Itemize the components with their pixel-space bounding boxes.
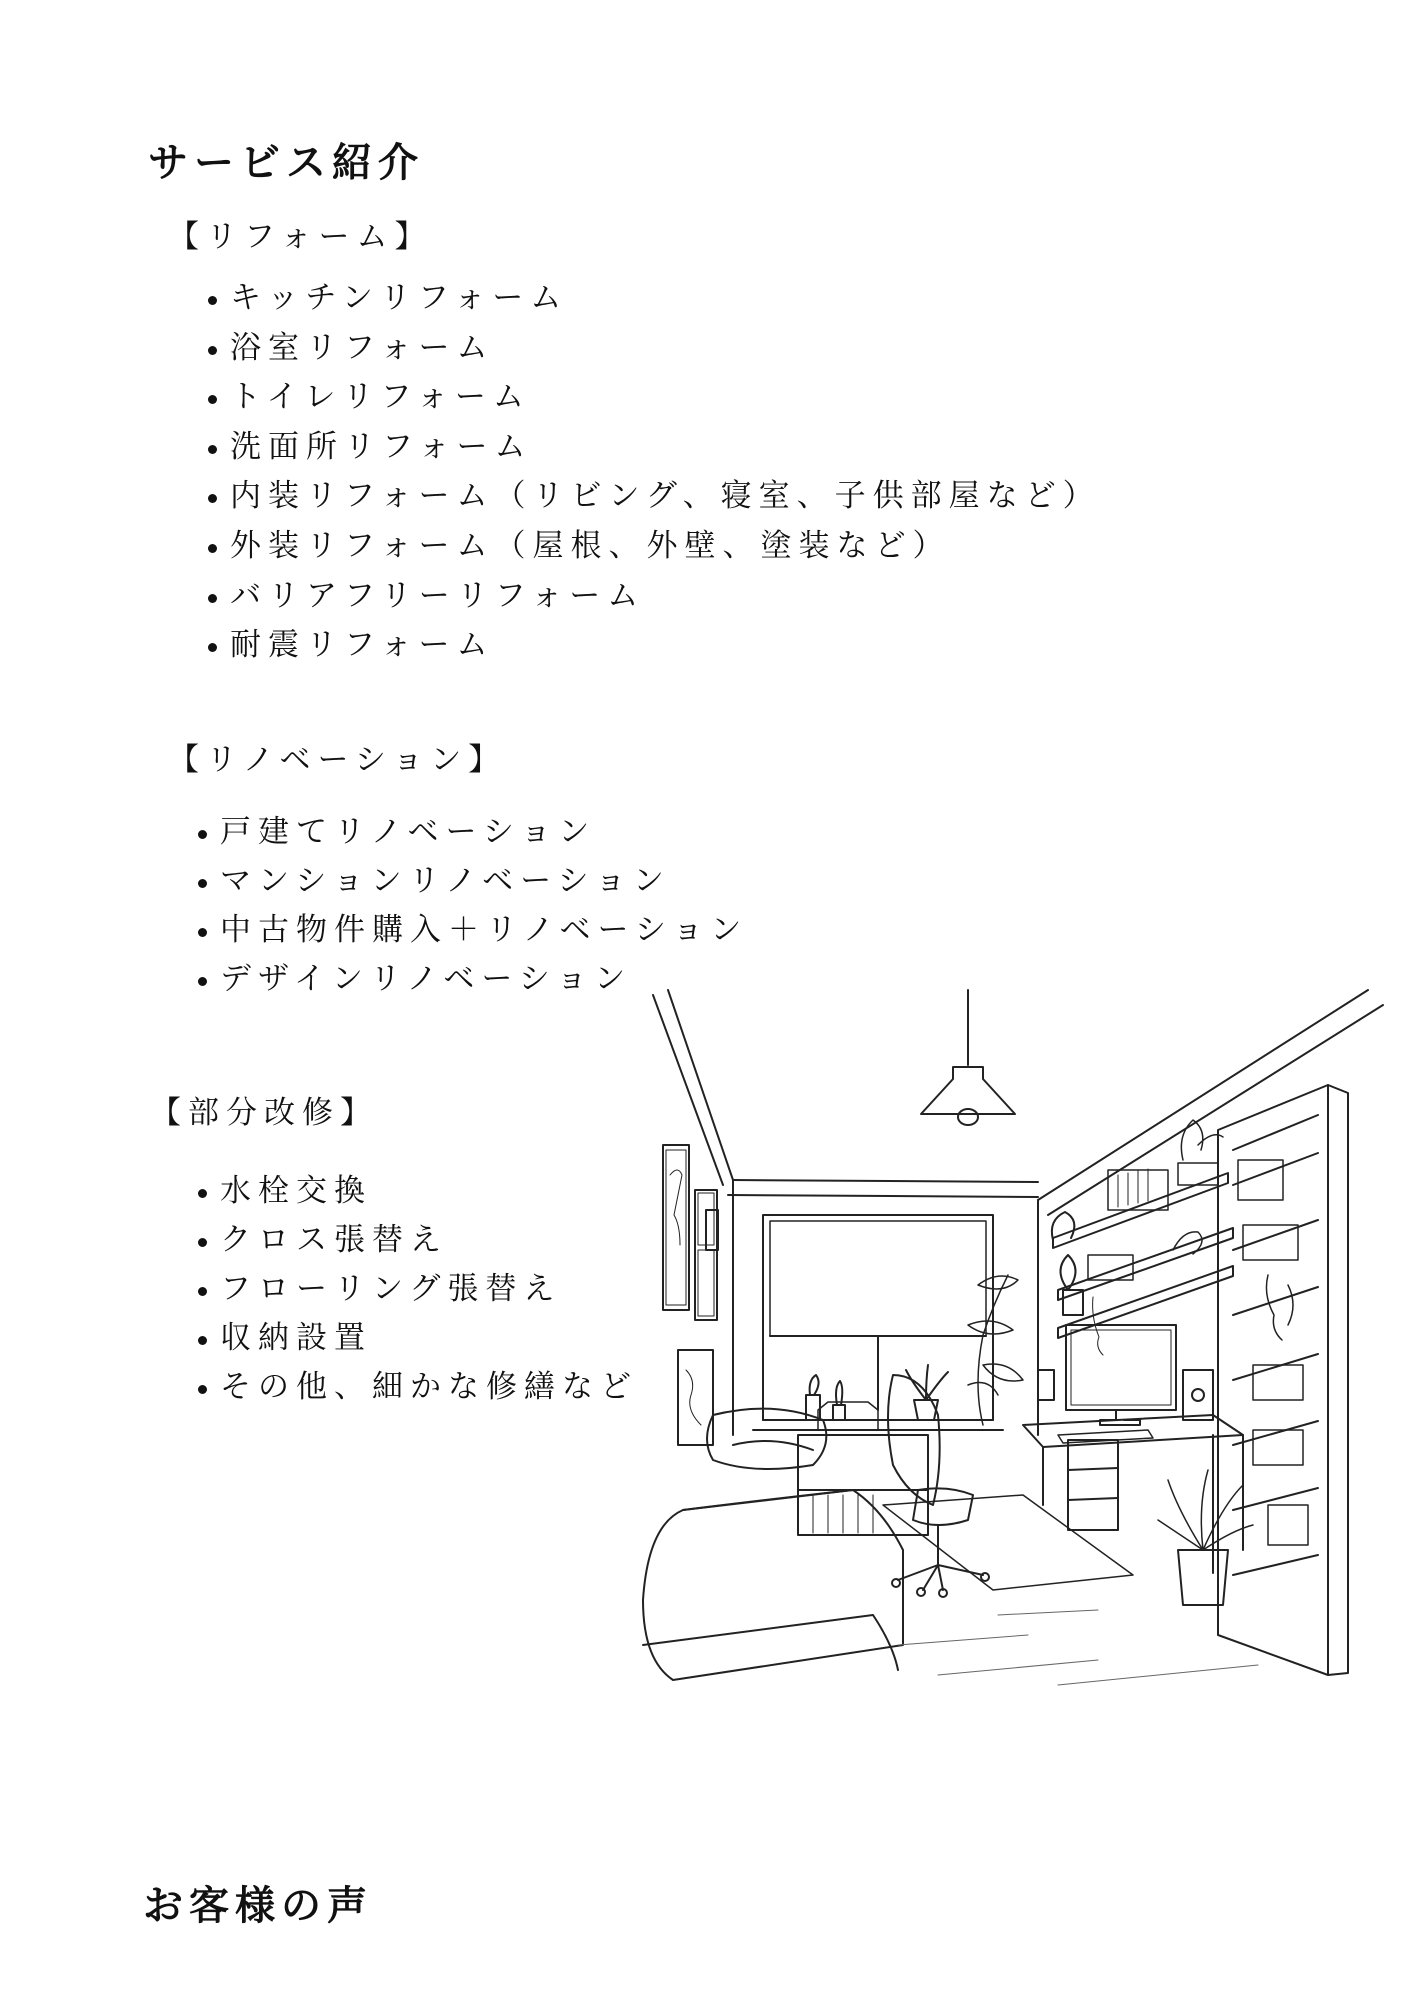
list-item: フローリング張替え bbox=[220, 1274, 638, 1323]
customer-voice-title: お客様の声 bbox=[143, 1882, 373, 1929]
list-item: トイレリフォーム bbox=[230, 382, 1101, 432]
list-item: 中古物件購入＋リノベーション bbox=[220, 915, 748, 964]
reform-list bbox=[230, 280, 1101, 680]
room-illustration bbox=[638, 985, 1408, 1700]
list-item: バリアフリーリフォーム bbox=[230, 581, 1101, 631]
list-item: キッチンリフォーム bbox=[230, 283, 1101, 333]
list-item: 戸建てリノベーション bbox=[220, 817, 748, 866]
renovation-section-label: 【リノベーション】 bbox=[168, 742, 507, 778]
services-title: サービス紹介 bbox=[148, 139, 424, 186]
list-item: クロス張替え bbox=[220, 1225, 638, 1274]
partial-repair-list bbox=[220, 1173, 638, 1421]
list-item: デザインリノベーション bbox=[220, 964, 748, 1013]
partial-repair-section-label: 【部分改修】 bbox=[150, 1095, 378, 1131]
list-item: 収納設置 bbox=[220, 1323, 638, 1372]
list-item: 外装リフォーム（屋根、外壁、塗装など） bbox=[230, 531, 1101, 581]
list-item: 浴室リフォーム bbox=[230, 333, 1101, 383]
list-item: その他、細かな修繕など bbox=[220, 1372, 638, 1421]
list-item: 洗面所リフォーム bbox=[230, 432, 1101, 482]
list-item: 内装リフォーム（リビング、寝室、子供部屋など） bbox=[230, 481, 1101, 531]
list-item: マンションリノベーション bbox=[220, 866, 748, 915]
reform-section-label: 【リフォーム】 bbox=[168, 219, 433, 255]
list-item: 耐震リフォーム bbox=[230, 630, 1101, 680]
renovation-list bbox=[220, 814, 749, 1013]
list-item: 水栓交換 bbox=[220, 1176, 638, 1225]
